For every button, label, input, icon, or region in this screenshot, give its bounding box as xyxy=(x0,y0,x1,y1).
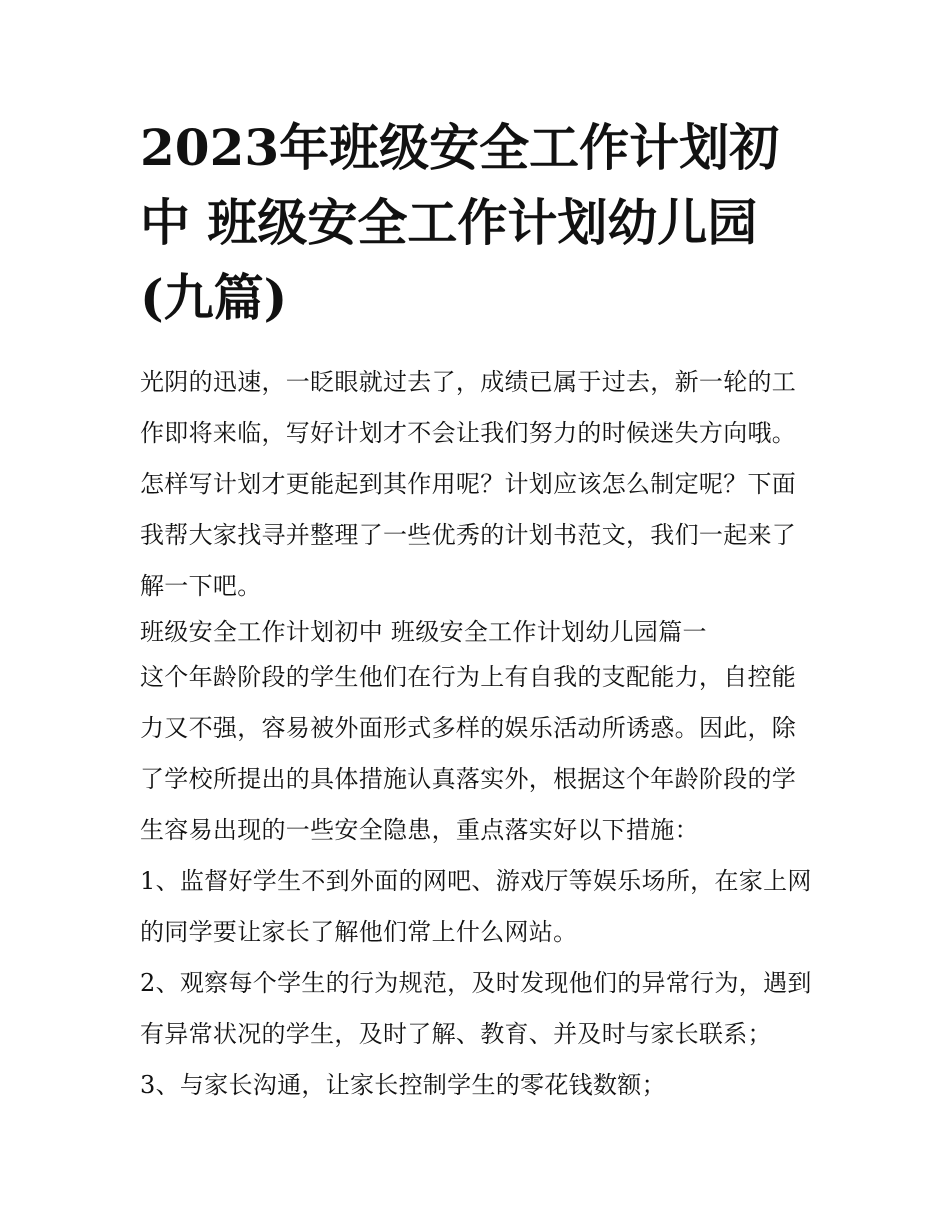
list-item: 2、观察每个学生的行为规范，及时发现他们的异常行为，遇到有异常状况的学生，及时了解、教育、并及时与家长联系； xyxy=(140,969,812,1048)
document-body xyxy=(140,357,820,1111)
intro-paragraph: 光阴的迅速，一眨眼就过去了，成绩已属于过去，新一轮的工作即将来临，写好计划才不会让我们努力的时候迷失方向哦。怎样写计划才更能起到其作用呢？计划应该怎么制定呢？下面我帮大家找寻并整理了一些优秀的计划书范文，我们一起来了解一下吧。 xyxy=(140,368,797,600)
list-item: 1、监督好学生不到外面的网吧、游戏厅等娱乐场所，在家上网的同学要让家长了解他们常上什么网站。 xyxy=(140,867,812,946)
document-title: 2023年班级安全工作计划初中 班级安全工作计划幼儿园(九篇) xyxy=(140,118,780,327)
body-paragraph: 这个年龄阶段的学生他们在行为上有自我的支配能力，自控能力又不强，容易被外面形式多样的娱乐活动所诱惑。因此，除了学校所提出的具体措施认真落实外，根据这个年龄阶段的学生容易出现的一些安全隐患，重点落实好以下措施： xyxy=(140,663,797,844)
section-heading: 班级安全工作计划初中 班级安全工作计划幼儿园篇一 xyxy=(140,618,707,646)
list-item: 3、与家长沟通，让家长控制学生的零花钱数额； xyxy=(140,1071,666,1099)
